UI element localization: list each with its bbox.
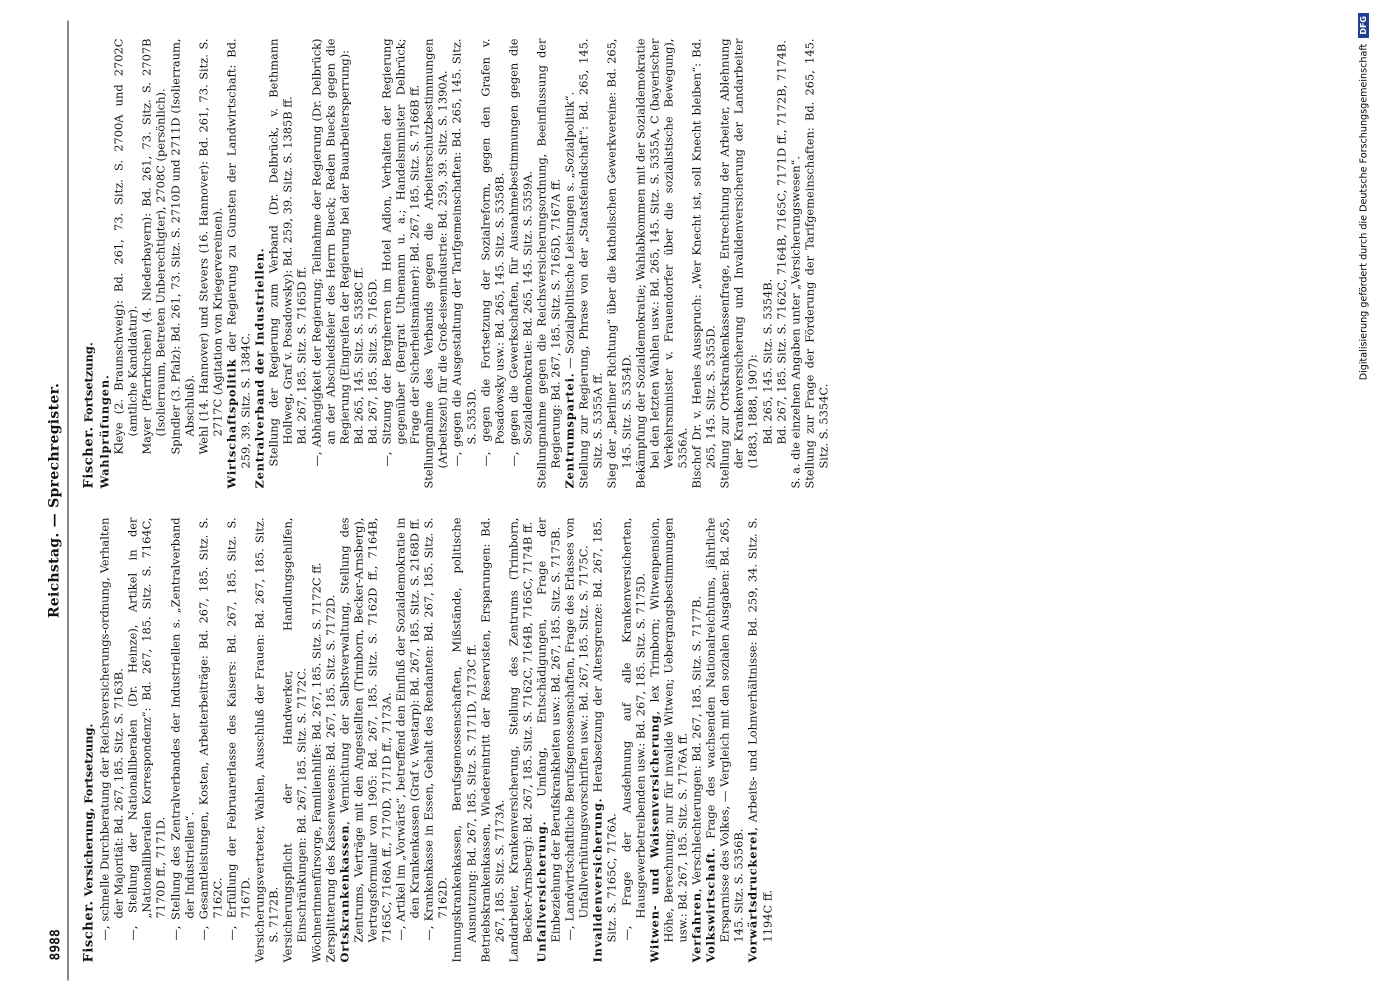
entry-keyword: Invalidenversicherung.	[590, 797, 605, 962]
register-entry: Bd. 267, 185. Sitz. S. 7165D ff.	[294, 266, 309, 444]
entry-keyword: Verfahren	[689, 891, 704, 962]
register-entry: Unfallversicherung. Umfang, Entschädigungen, Frage der Einbeziehung der Berufskrankheiten usw.: Bd. 267, 185. Sitz. S. 7175B.	[534, 517, 563, 962]
register-entry: Witwen- und Waisenversicherung, lex Trimborn; Witwenpension, Höhe, Berechnung; nur für invalide Witwen; Uebergangsbestimmungen usw.: Bd. 267, 185. Sitz. S. 7176A ff.	[646, 517, 689, 962]
credit-text: Digitalisierung gefördert durch die Deutsche Forschungsgemeinschaft	[1358, 43, 1370, 381]
left-column	[81, 517, 774, 962]
register-entry: Sieg der „Berliner Richtung“ über die katholischen Gewerkvereine: Bd. 265, 145. Sitz. S. 5354D.	[604, 38, 633, 488]
register-entry: Wirtschaftspolitik der Regierung zu Gunsten der Landwirtschaft: Bd. 259, 39. Sitz. S. 1384C.	[223, 38, 253, 488]
register-entry: Bd. 267, 185. Sitz. S. 7165D.	[364, 277, 379, 444]
register-entry: Mayer (Pfarrkirchen) (4. Niederbayern): Bd. 261, 73. Sitz. S. 2707B (Isolierraum, Betreten Unberechtigter), 2708C (persönlich).	[139, 38, 168, 454]
register-entry: Innungskrankenkassen, Berufsgenossenschaften, Mißstände, politische Ausnutzung: Bd. 267, 185. Sitz. S. 7171D, 7173C ff.	[449, 517, 478, 962]
digitization-credit	[1354, 8, 1378, 998]
right-column	[81, 38, 830, 488]
register-entry: Versicherungspflicht der Handwerker, Handlungsgehilfen, Einschränkungen: Bd. 267, 185. Sitz. S. 7172C.	[280, 517, 309, 962]
left-entry-list	[97, 517, 774, 962]
register-entry: —, Landwirtschaftliche Berufsgenossenschaften, Frage des Erlasses von Unfallverhütungsvorschriften usw.: Bd. 267, 185. Sitz. S. 7175C.	[562, 517, 591, 940]
register-entry: Wöchnerinnenfürsorge, Familienhilfe: Bd. 267, 185. Sitz. S. 7172C ff.	[308, 561, 323, 962]
register-entry: —, Frage der Ausdehnung auf alle Krankenversicherten, Hausgewerbetreibenden usw.: Bd. 267, 185. Sitz. S. 7175D.	[618, 517, 647, 940]
right-column-heading	[81, 38, 96, 488]
entry-keyword: Ortskrankenkassen	[336, 824, 351, 962]
page-header	[33, 20, 68, 980]
register-entry: —, Sitzung der Bergherren im Hotel Adlon, Verhalten der Regierung gegenüber (Bergrat Uthemann u. a.; Handelsminister Delbrück; Frage der Sicherheitsmänner): Bd. 267, 185. Sitz. S. 7166B ff.	[378, 38, 422, 466]
register-entry: —, Gesamtleistungen, Kosten, Arbeiterbeiträge: Bd. 267, 185. Sitz. S. 7162C.	[195, 517, 224, 940]
register-entry: —, Stellung des Zentralverbandes der Industriellen s. „Zentralverband der Industriellen“.	[167, 517, 196, 940]
register-entry: Invalidenversicherung. Herabsetzung der Altersgrenze: Bd. 267, 185. Sitz. S. 7165C, 7176A.	[590, 517, 619, 962]
page-number: 8988	[48, 928, 63, 960]
register-entry: Bd. 265, 145. Sitz. S. 5354B.	[759, 278, 774, 444]
register-entry: —, Krankenkasse in Essen, Gehalt des Rendanten: Bd. 267, 185. Sitz. S. 7162D.	[421, 517, 450, 940]
register-entry: —, gegen die Gewerkschaften, für Ausnahmebestimmungen gegen die Sozialdemokratie: Bd. 265, 145. Sitz. S. 5359A.	[505, 38, 534, 466]
register-entry: —, gegen die Ausgestaltung der Tarifgemeinschaften: Bd. 265, 145. Sitz. S. 5353D.	[449, 38, 478, 466]
dfg-logo: DFG	[1358, 13, 1369, 38]
entry-keyword: Zentrumspartei.	[562, 371, 577, 488]
register-entry: Wehl (14. Hannover) und Stevers (16. Hannover): Bd. 261, 73. Sitz. S. 2717C (Agitation von Kriegervereinen).	[195, 38, 224, 454]
register-entry: Stellungnahme des Verbands gegen die Arbeiterschutzbestimmungen (Arbeitszeit) für die Groß-eisenindustrie: Bd. 259, 39. Sitz. S. 1390A.	[421, 38, 450, 488]
entry-keyword: Wahlprüfungen.	[97, 373, 112, 488]
left-column-heading	[81, 517, 96, 962]
register-entry: Verfahren, Verschlechterungen: Bd. 267, 185. Sitz. S. 7177B.	[689, 595, 704, 962]
register-entry: S. a. die einzelnen Angaben unter „Versicherungswesen“.	[787, 155, 802, 488]
register-entry: Stellung zur Regierung, Phrase von der „Staatsfeindschaft“: Bd. 265, 145. Sitz. S. 5355A ff.	[576, 38, 605, 488]
register-page	[25, 20, 1358, 980]
entry-keyword: Vorwärtsdruckerei	[745, 830, 760, 962]
register-entry: Ortskrankenkassen, Vernichtung der Selbstverwaltung, Stellung des Zentrums, Verträge mit den Angestellten (Trimborn, Becker-Arnsberg), Vertragsformular von 1905: Bd. 267, 185. Sitz. S. 7162D ff., 7164B, 7165C, 7168A ff., 7170D, 7171D ff., 7173A.	[336, 517, 393, 962]
entry-keyword: Wirtschaftspolitik	[223, 358, 238, 488]
register-entry: Bekämpfung der Sozialdemokratie; Wahlabkommen mit der Sozialdemokratie bei den letzten Wahlen usw.: Bd. 265, 145. Sitz. S. 5355A, C (bayerischer Verkehrsminister v. Frauendorfer über die sozialistische Bewegung), 5356A.	[632, 38, 689, 488]
register-entry: Bd. 267, 185. Sitz. S. 7162C, 7164B, 7165C, 7171D ff., 7172B, 7174B.	[773, 39, 788, 444]
register-entry: Stellung zur Ortskrankenkassenfrage, Entrechtung der Arbeiter, Ablehnung der Krankenversicherung und Invalidenversicherung der Landarbeiter (1883, 1888, 1907):	[717, 38, 760, 488]
register-entry: Zersplitterung des Kassenwesens: Bd. 267, 185. Sitz. S. 7172D.	[322, 594, 337, 962]
register-entry: —, Abhängigkeit der Regierung; Teilnahme der Regierung (Dr. Delbrück) an der Abschiedsfeier des Herrn Bueck; Reden Buecks gegen die Regierung (Eingreifen der Regierung bei der Bauarbeitersperrung):	[308, 38, 351, 466]
register-entry: —, schnelle Durchberatung der Reichsversicherungs-ordnung, Verhalten der Majorität: Bd. 267, 185. Sitz. S. 7163B.	[97, 517, 126, 940]
register-entry: —, Stellung der Nationalliberalen (Dr. Heinze), Artikel in der „Nationalliberalen Korrespondenz“: Bd. 267, 185. Sitz. S. 7164C, 7170D ff., 7171D.	[125, 517, 168, 940]
register-entry: Spindler (3. Pfalz): Bd. 261, 73. Sitz. S. 2710D und 2711D (Isolierraum, Abschluß).	[167, 38, 196, 454]
register-entry: —, gegen die Fortsetzung der Sozialreform, gegen den Grafen v. Posadowsky usw.: Bd. 265, 145. Sitz. S. 5358B.	[477, 38, 506, 466]
register-entry: Landarbeiter, Krankenversicherung, Stellung des Zentrums (Trimborn, Becker-Arnsberg): Bd. 267, 185. Sitz. S. 7162C, 7164B, 7165C, 7174B ff.	[505, 517, 534, 962]
register-entry: —, Erfüllung der Februarerlasse des Kaisers: Bd. 267, 185. Sitz. S. 7167D.	[223, 517, 253, 940]
entry-keyword: Zentralverband der Industriellen.	[252, 246, 267, 488]
register-entry: Betriebskrankenkassen, Wiedereintritt der Reservisten, Ersparungen: Bd. 267, 185. Sitz. S. 7173A.	[477, 517, 506, 962]
right-entry-list	[97, 38, 830, 488]
speaker-name: Fischer.	[81, 425, 96, 488]
register-entry	[97, 38, 111, 488]
register-entry: Bischof Dr. v. Henles Ausspruch: „Wer Knecht ist, soll Knecht bleiben“: Bd. 265, 145. Sitz. S. 5355D.	[689, 38, 718, 488]
register-entry: Stellung zur Frage der Förderung der Tarifgemeinschaften: Bd. 265, 145. Sitz. S. 5354C.	[801, 38, 830, 488]
register-entry: Zentrumspartei. — Sozialpolitische Leistungen s. „Sozialpolitik“.	[562, 91, 577, 488]
entry-keyword: Volkswirtschaft.	[703, 846, 718, 962]
register-entry: Kleye (2. Braunschweig): Bd. 261, 73. Sitz. S. 2700A und 2702C (amtliche Kandidatur).	[111, 38, 140, 454]
heading-continuation: Versicherung, Fortsetzung.	[81, 723, 95, 896]
register-entry: Volkswirtschaft. Frage des wachsenden Nationalreichtums, jährliche Ersparnisse des Volkes, — Vergleich mit den sozialen Ausgaben: Bd. 265, 145. Sitz. S. 5356B.	[703, 517, 746, 962]
page-title: Reichstag. — Sprechregister.	[46, 382, 62, 618]
register-entry: Bd. 265, 145. Sitz. S. 5358C ff.	[350, 266, 365, 444]
register-entry: Versicherungsvertreter, Wahlen, Ausschluß der Frauen: Bd. 267, 185. Sitz. S. 7172B.	[252, 517, 281, 962]
entry-keyword: Witwen- und Waisenversicherung	[646, 714, 661, 962]
register-entry	[252, 38, 266, 488]
speaker-name: Fischer.	[81, 899, 96, 962]
register-entry: —, Artikel im „Vorwärts“, betreffend den Einfluß der Sozialdemokratie in den Krankenkassen (Graf v. Westarp): Bd. 267, 185. Sitz. S. 2168D ff.	[393, 517, 422, 940]
entry-keyword: Unfallversicherung.	[534, 820, 548, 962]
register-entry: Stellung der Regierung zum Verband (Dr. Delbrück, v. Bethmann Hollweg, Graf v. Posadowsky): Bd. 259, 39. Sitz. S. 1385B ff.	[266, 38, 295, 466]
heading-continuation: Fortsetzung.	[81, 341, 95, 422]
register-entry: Vorwärtsdruckerei, Arbeits- und Lohnverhältnisse: Bd. 259, 34. Sitz. S. 1194C ff.	[745, 517, 774, 962]
register-entry: Stellungnahme gegen die Reichsversicherungsordnung, Beeinflussung der Regierung: Bd. 267, 185. Sitz. S. 7165D, 7167A ff.	[534, 38, 563, 488]
